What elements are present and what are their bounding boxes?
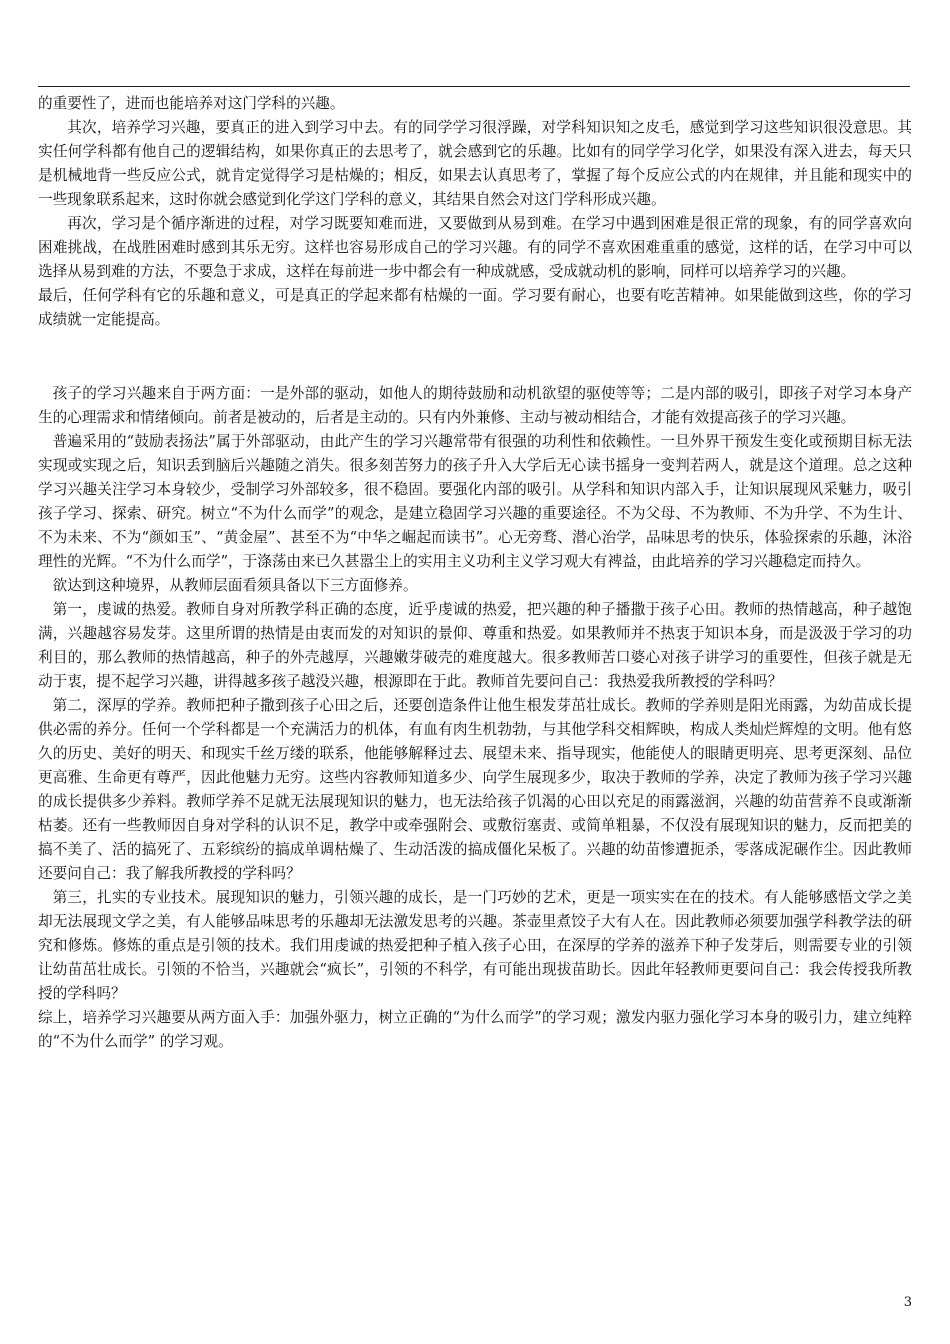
- paragraph: 第三，扎实的专业技术。展现知识的魅力，引领兴趣的成长，是一门巧妙的艺术，更是一项实实在在的技术。有人能够感悟文学之美却无法展现文学之美，有人能够品味思考的乐趣却无法激发思考的兴趣。茶壶里煮饺子大有人在。因此教师必须要加强学科教学法的研究和修炼。修炼的重点是引领的技术。我们用虔诚的热爱把种子植入孩子心田，在深厚的学养的滋养下种子发芽后，则需要专业的引领让幼苗茁壮成长。引领的不恰当，兴趣就会“疯长”，引领的不科学，有可能出现拔苗助长。因此年轻教师更要问自己：我会传授我所教授的学科吗？: [38, 889, 912, 1002]
- paragraph: 第二，深厚的学养。教师把种子撒到孩子心田之后，还要创造条件让他生根发芽茁壮成长。教师的学养则是阳光雨露，为幼苗成长提供必需的养分。任何一个学科都是一个充满活力的机体，有血有肉生机勃勃，与其他学科交相辉映，构成人类灿烂辉煌的文明。他有悠久的历史、美好的明天、和现实千丝万缕的联系，他能够解释过去、展望未来、指导现实，他能使人的眼睛更明亮、思考更深刻、品位更高雅、生命更有尊严，因此他魅力无穷。这些内容教师知道多少、向学生展现多少，取决于教师的学养，决定了教师为孩子学习兴趣的成长提供多少养料。教师学养不足就无法展现知识的魅力，也无法给孩子饥渴的心田以充足的雨露滋润，兴趣的幼苗营养不良或渐渐枯萎。还有一些教师因自身对学科的认识不足，教学中或牵强附会、或敷衍塞责、或简单粗暴，不仅没有展现知识的魅力，反而把美的搞不美了、活的搞死了、五彩缤纷的搞成单调枯燥了、生动活泼的搞成僵化呆板了。兴趣的幼苗惨遭扼杀，零落成泥碾作尘。因此教师还要问自己：我了解我所教授的学科吗？: [38, 697, 912, 882]
- paragraph: 第一，虔诚的热爱。教师自身对所教学科正确的态度，近乎虔诚的热爱，把兴趣的种子播撒于孩子心田。教师的热情越高，种子越饱满，兴趣越容易发芽。这里所谓的热情是由衷而发的对知识的景仰、尊重和热爱。如果教师并不热衷于知识本身，而是汲汲于学习的功利目的，那么教师的热情越高，种子的外壳越厚，兴趣嫩芽破壳的难度越大。很多教师苦口婆心对孩子讲学习的重要性，但孩子就是无动于衷，提不起学习兴趣，讲得越多孩子越没兴趣，根源即在于此。教师首先要问自己：我热爱我所教授的学科吗？: [38, 601, 912, 690]
- header-rule: [38, 86, 910, 87]
- document-body: [38, 92, 912, 1054]
- paragraph: 再次，学习是个循序渐进的过程，对学习既要知难而进，又要做到从易到难。在学习中遇到困难是很正常的现象，有的同学喜欢向困难挑战，在战胜困难时感到其乐无穷。这样也容易形成自己的学习兴趣。有的同学不喜欢困难重重的感觉，这样的话，在学习中可以选择从易到难的方法，不要急于求成，这样在每前进一步中都会有一种成就感，受成就动机的影响，同样可以培养学习的兴趣。: [38, 215, 912, 280]
- paragraph: 普遍采用的“鼓励表扬法”属于外部驱动，由此产生的学习兴趣常带有很强的功利性和依赖性。一旦外界干预发生变化或预期目标无法实现或实现之后，知识丢到脑后兴趣随之消失。很多刻苦努力的孩子升入大学后无心读书摇身一变判若两人，就是这个道理。总之这种学习兴趣关注学习本身较少，受制学习外部较多，很不稳固。要强化内部的吸引。从学科和知识内部入手，让知识展现风采魅力，吸引孩子学习、探索、研究。树立“不为什么而学”的观念，是建立稳固学习兴趣的重要途径。不为父母、不为教师、不为升学、不为生计、不为未来、不为“颜如玉”、“黄金屋”、甚至不为“中华之崛起而读书”。心无旁骛、潜心治学，品味思考的快乐，体验探索的乐趣，沐浴理性的光辉。“不为什么而学”，于涤荡由来已久甚嚣尘上的实用主义功利主义学习观大有裨益，由此培养的学习兴趣稳定而持久。: [38, 433, 912, 570]
- paragraph: 最后，任何学科有它的乐趣和意义，可是真正的学起来都有枯燥的一面。学习要有耐心，也要有吃苦精神。如果能做到这些，你的学习成绩就一定能提高。: [38, 287, 912, 328]
- paragraph: 欲达到这种境界，从教师层面看须具备以下三方面修养。: [52, 577, 418, 594]
- paragraph: 综上，培养学习兴趣要从两方面入手：加强外驱力，树立正确的“为什么而学”的学习观；激发内驱力强化学习本身的吸引力，建立纯粹的“不为什么而学” 的学习观。: [38, 1009, 912, 1050]
- paragraph: 孩子的学习兴趣来自于两方面：一是外部的驱动，如他人的期待鼓励和动机欲望的驱使等等；二是内部的吸引，即孩子对学习本身产生的心理需求和情绪倾向。前者是被动的，后者是主动的。只有内外兼修、主动与被动相结合，才能有效提高孩子的学习兴趣。: [38, 385, 912, 426]
- paragraph: 的重要性了，进而也能培养对这门学科的兴趣。: [38, 95, 345, 112]
- paragraph: 其次，培养学习兴趣，要真正的进入到学习中去。有的同学学习很浮躁，对学科知识知之皮毛，感觉到学习这些知识很没意思。其实任何学科都有他自己的逻辑结构，如果你真正的去思考了，就会感到它的乐趣。比如有的同学学习化学，如果没有深入进去，每天只是机械地背一些反应公式，就肯定觉得学习是枯燥的；相反，如果去认真思考了，掌握了每个反应公式的内在规律，并且能和现实中的一些现象联系起来，这时你就会感觉到化学这门学科的意义，其结果自然会对这门学科形成兴趣。: [38, 119, 912, 208]
- page-number: 3: [903, 1295, 912, 1310]
- section-gap: [38, 332, 912, 382]
